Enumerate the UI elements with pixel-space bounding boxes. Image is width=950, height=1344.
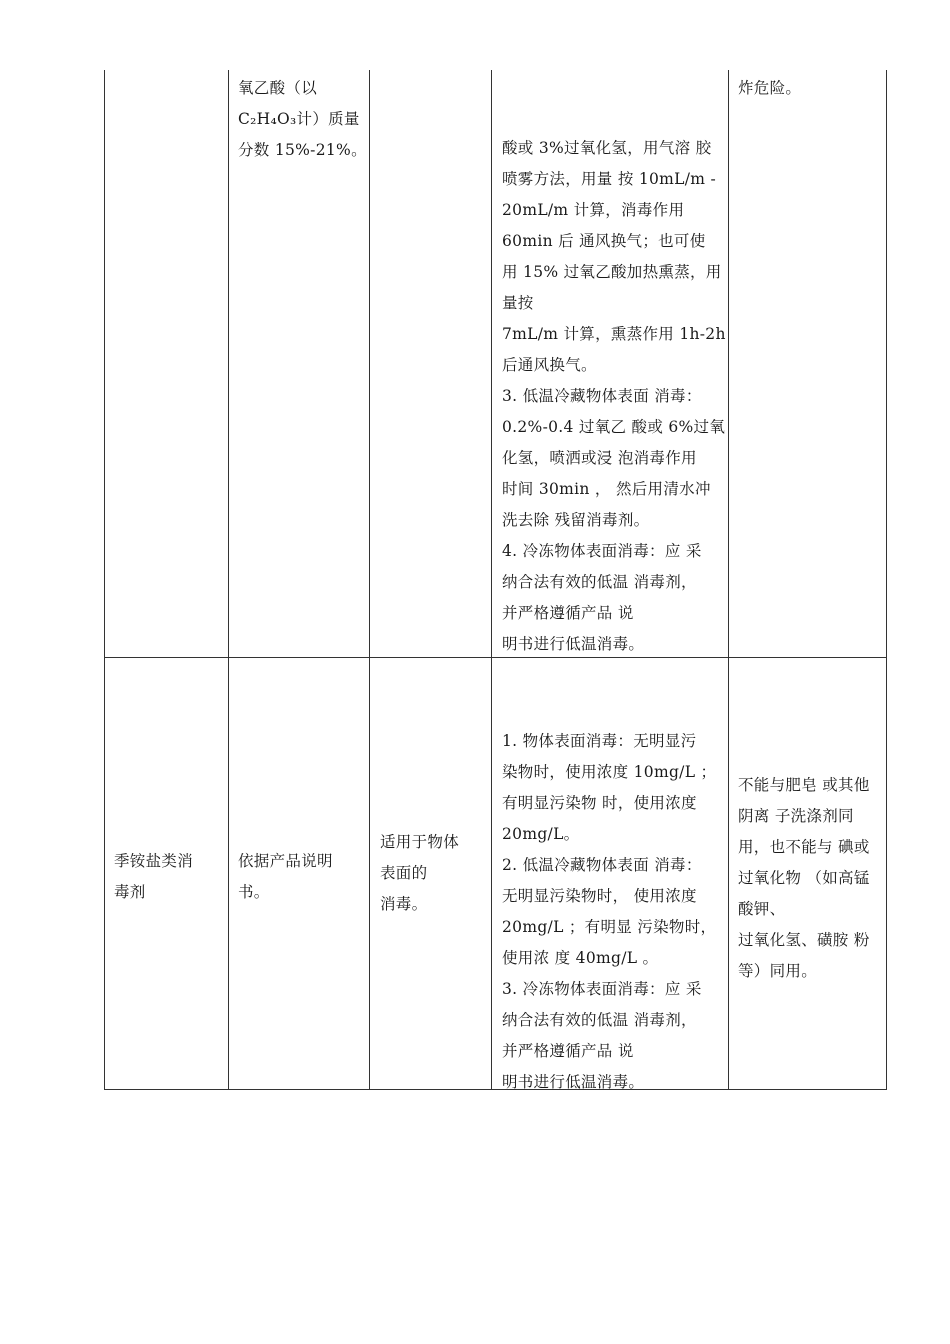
cell-line: 20mg/L。: [502, 825, 580, 843]
cell-line: 3. 冷冻物体表面消毒：应 采: [502, 980, 702, 998]
cell-line: 20mg/L ；有明显 污染物时，: [502, 918, 717, 936]
cell-line: 纳合法有效的低温 消毒剂，: [502, 573, 697, 591]
cell-line: 并严格遵循产品 说: [502, 604, 634, 622]
cell-line: 季铵盐类消: [114, 852, 194, 870]
cell-line: 表面的: [380, 864, 428, 882]
table-row-divider: [104, 657, 887, 658]
cell-line: 60min 后 通风换气；也可使: [502, 232, 706, 250]
cell-line: 染物时，使用浓度 10mg/L ；: [502, 763, 717, 781]
table-border-bottom: [104, 1089, 887, 1090]
cell-line: 1. 物体表面消毒：无明显污: [502, 732, 697, 750]
table-border-left: [104, 70, 105, 1090]
row2-notes-cell: [738, 770, 884, 987]
row1-concentration-cell: [238, 73, 366, 166]
cell-line: 纳合法有效的低温 消毒剂，: [502, 1011, 697, 1029]
cell-line: 并严格遵循产品 说: [502, 1042, 634, 1060]
cell-line: 后通风换气。: [502, 356, 597, 374]
cell-line: 时间 30min ， 然后用清水冲: [502, 480, 711, 498]
row1-notes-cell: [738, 73, 884, 104]
row2-concentration-cell: [238, 846, 366, 908]
cell-line: 过氧化氢、磺胺 粉: [738, 931, 870, 949]
cell-line: 无明显污染物时， 使用浓度: [502, 887, 697, 905]
cell-line: 2. 低温冷藏物体表面 消毒：: [502, 856, 702, 874]
cell-line: 氧乙酸（以: [238, 79, 318, 97]
cell-line: 明书进行低温消毒。: [502, 635, 645, 653]
cell-line: 毒剂: [114, 883, 146, 901]
cell-line: 过氧化物 （如高锰: [738, 869, 870, 887]
cell-line: 阴离 子洗涤剂同: [738, 807, 854, 825]
disinfectant-table: [104, 70, 887, 1090]
cell-line: 喷雾方法，用量 按 10mL/m -: [502, 170, 717, 188]
cell-line: 消毒。: [380, 895, 428, 913]
cell-line: 分数 15%-21%。: [238, 141, 367, 159]
cell-line: 炸危险。: [738, 79, 802, 97]
cell-line: 20mL/m 计算，消毒作用: [502, 201, 685, 219]
table-column-divider: [369, 70, 370, 1090]
cell-line: 4. 冷冻物体表面消毒：应 采: [502, 542, 702, 560]
cell-line: 3. 低温冷藏物体表面 消毒：: [502, 387, 702, 405]
cell-line: 用 15% 过氧乙酸加热熏蒸，用: [502, 263, 722, 281]
cell-line: 明书进行低温消毒。: [502, 1073, 645, 1091]
cell-line: 酸或 3%过氧化氢，用气溶 胶: [502, 139, 712, 157]
cell-line: 依据产品说明: [238, 852, 333, 870]
cell-line: 化氢，喷洒或浸 泡消毒作用: [502, 449, 697, 467]
table-border-right: [886, 70, 887, 1090]
cell-line: 等）同用。: [738, 962, 818, 980]
row2-usage-cell: [502, 726, 732, 1098]
table-column-divider: [228, 70, 229, 1090]
cell-line: 不能与肥皂 或其他: [738, 776, 870, 794]
row1-usage-cell: [502, 133, 732, 660]
cell-line: 量按: [502, 294, 534, 312]
cell-line: 适用于物体: [380, 833, 460, 851]
cell-line: 用，也不能与 碘或: [738, 838, 870, 856]
cell-line: 7mL/m 计算，熏蒸作用 1h-2h: [502, 325, 726, 343]
cell-line: 使用浓 度 40mg/L 。: [502, 949, 659, 967]
cell-line: 酸钾、: [738, 900, 786, 918]
cell-line: 0.2%-0.4 过氧乙 酸或 6%过氧: [502, 418, 726, 436]
cell-line: 书。: [238, 883, 270, 901]
cell-line: C₂H₄O₃计）质量: [238, 110, 360, 128]
row2-scope-cell: [380, 827, 488, 920]
cell-line: 有明显污染物 时，使用浓度: [502, 794, 697, 812]
table-column-divider: [491, 70, 492, 1090]
row2-name-cell: [114, 846, 226, 908]
cell-line: 洗去除 残留消毒剂。: [502, 511, 650, 529]
